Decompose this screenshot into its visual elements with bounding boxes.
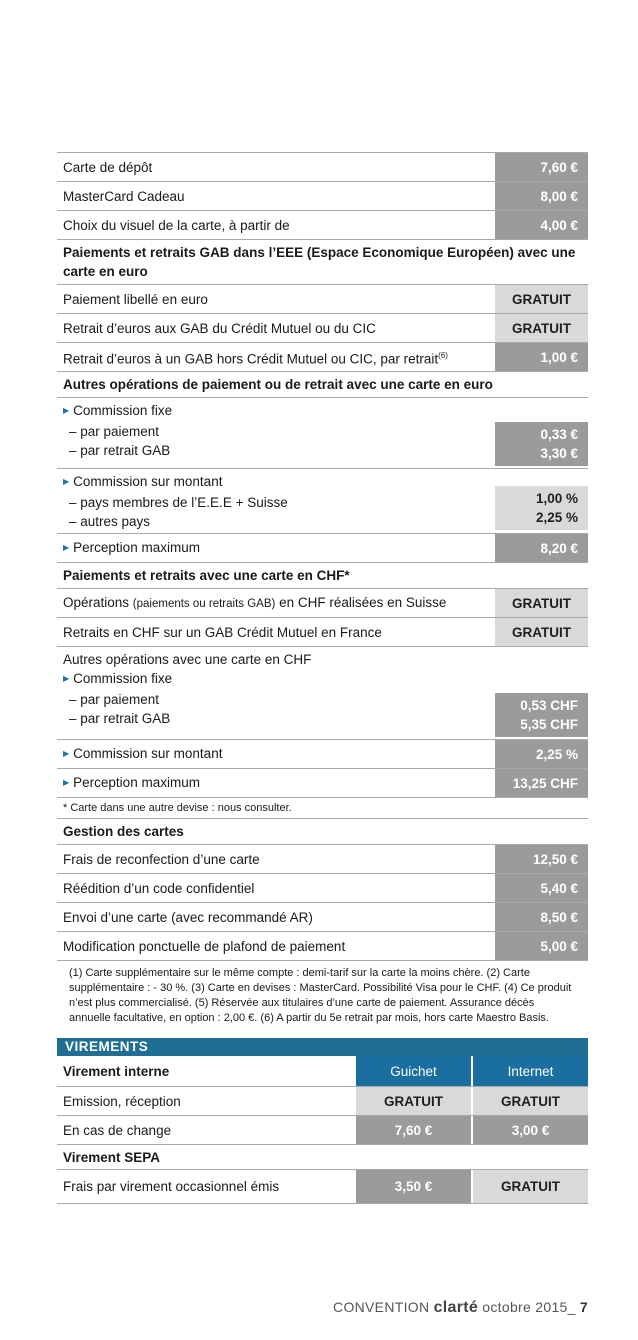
row-price: 5,40 € [495,874,588,902]
row-price: 7,60 € [495,153,588,181]
row-label: Frais de reconfection d’une carte [63,851,260,867]
row-price: GRATUIT [495,285,588,313]
bullet-arrow-icon [63,669,489,690]
tariff-row [57,1115,588,1144]
tariff-row-multi [57,646,588,739]
tariff-row [57,902,588,931]
section-title-eee: Paiements et retraits GAB dans l’EEE (Espace Economique Européen) avec une carte en euro [57,239,588,284]
col-header-internet: Internet [473,1056,588,1086]
bullet-arrow-icon [63,773,489,794]
footnote-ref: (6) [438,350,448,360]
item-title: Autres opérations avec une carte en CHF [63,652,312,667]
row-price: GRATUIT [495,314,588,342]
item-title: Commission sur montant [73,474,223,489]
row-label: Frais par virement occasionnel émis [63,1179,280,1194]
tariff-row [57,210,588,239]
tariff-row [57,931,588,960]
price-box [495,422,588,466]
row-label: Retrait d’euros aux GAB du Crédit Mutuel ou du CIC [63,320,376,336]
tariff-row [57,313,588,342]
row-label: Paiement libellé en euro [63,291,208,307]
row-label: Virement interne [63,1063,170,1079]
tariff-row [57,873,588,902]
row-label-group [57,647,495,739]
sub-label: – autres pays [69,514,151,529]
row-price: 5,35 CHF [520,717,578,732]
row-label: Envoi d’une carte (avec recommandé AR) [63,909,313,925]
bullet-arrow-icon [63,538,489,559]
row-label: Réédition d’un code confidentiel [63,880,255,896]
footnotes: (1) Carte supplémentaire sur le même compte : demi-tarif sur la carte la moins chère. (2) Carte supplémentaire : - 30 %. (3) Carte en devises : MasterCard. Possibilité Visa pour le CHF. (4) Ce produit n’est plus commercialisé. (5) Réservée aux titulaires d’une carte de paiement. Assurance décès annuelle facultative, en option : 2,00 €. (6) A partir du 5e retrait par mois, hors carte Maestro Basis. [57,960,588,1032]
sub-label: – par paiement [69,692,160,707]
row-price: 4,00 € [495,211,588,239]
tariff-row [57,844,588,873]
item-title: Perception maximum [73,774,200,790]
price-guichet: 7,60 € [356,1116,471,1144]
tariff-row [57,342,588,371]
row-price: 5,00 € [495,932,588,960]
bullet-arrow-icon [63,744,489,765]
row-label: MasterCard Cadeau [63,188,185,204]
row-label-group [57,469,495,533]
price-internet: GRATUIT [473,1170,588,1203]
row-price: 0,53 CHF [520,698,578,713]
tariff-row [57,1086,588,1115]
tariff-row [57,533,588,562]
row-price: 0,33 € [540,427,578,442]
row-price: 1,00 % [535,491,578,506]
label-part-small: (paiements ou retraits GAB) [132,597,276,610]
page-footer [333,1299,588,1317]
section-title-autres: Autres opérations de paiement ou de retrait avec une carte en euro [57,371,588,397]
price-column [495,469,588,533]
tariff-row [57,588,588,617]
virements-header: VIREMENTS [57,1038,588,1056]
footer-convention: CONVENTION [333,1299,430,1315]
price-internet: 3,00 € [473,1116,588,1144]
virement-interne-header-row [57,1056,588,1086]
row-label [57,534,495,562]
chf-note: * Carte dans une autre devise : nous consulter. [57,797,588,818]
footer-brand-logo: clarté [433,1299,479,1316]
price-guichet: 3,50 € [356,1170,471,1203]
row-price: GRATUIT [495,618,588,646]
bullet-arrow-icon [63,401,489,422]
row-price: 8,00 € [495,182,588,210]
tariff-page [57,152,588,1204]
label-part: en CHF réalisées en Suisse [275,594,447,610]
row-label [57,769,495,797]
row-price: 12,50 € [495,845,588,873]
tariff-row [57,739,588,768]
row-label [57,740,495,768]
row-label: Choix du visuel de la carte, à partir de [63,217,290,233]
row-label [57,589,495,617]
row-price: 13,25 CHF [495,769,588,797]
item-title: Commission sur montant [73,745,223,761]
row-label: Modification ponctuelle de plafond de paiement [63,938,346,954]
sub-label: – par retrait GAB [69,443,171,458]
footer-date: octobre 2015_ [482,1299,576,1315]
label-part: Opérations [63,594,133,610]
section-title-chf: Paiements et retraits avec une carte en CHF* [57,562,588,588]
row-label-text: Retrait d’euros à un GAB hors Crédit Mutuel ou CIC, par retrait [63,351,439,367]
price-column [495,398,588,468]
page-number: 7 [579,1299,588,1315]
tariff-row [57,284,588,313]
tariff-row-multi [57,468,588,533]
row-label: Retraits en CHF sur un GAB Crédit Mutuel en France [63,624,382,640]
tariff-row [57,152,588,181]
section-title-gestion: Gestion des cartes [57,818,588,844]
sub-label: – pays membres de l’E.E.E + Suisse [69,495,288,510]
tariff-row [57,617,588,646]
section-title-sepa: Virement SEPA [57,1144,588,1169]
row-price: 3,30 € [540,446,578,461]
tariff-row [57,1169,588,1204]
price-guichet: GRATUIT [356,1087,471,1115]
row-price: 1,00 € [495,343,588,371]
price-box [495,486,588,530]
sub-label: – par paiement [69,424,160,439]
row-price: 8,50 € [495,903,588,931]
price-box [495,693,588,737]
row-label: Carte de dépôt [63,159,153,175]
tariff-row [57,768,588,797]
row-label [57,343,495,371]
row-price: GRATUIT [495,589,588,617]
item-title: Perception maximum [73,539,200,555]
row-label: Emission, réception [63,1093,181,1109]
row-label-group [57,398,495,468]
bullet-arrow-icon [63,472,489,493]
row-price: 8,20 € [495,534,588,562]
col-header-guichet: Guichet [356,1056,471,1086]
item-title: Commission fixe [73,671,173,686]
row-label: En cas de change [63,1122,172,1138]
tariff-row [57,181,588,210]
sub-label: – par retrait GAB [69,711,171,726]
row-price: 2,25 % [495,740,588,768]
tariff-row-multi [57,397,588,468]
row-price: 2,25 % [535,510,578,525]
price-internet: GRATUIT [473,1087,588,1115]
item-title: Commission fixe [73,403,173,418]
price-column [495,647,588,739]
